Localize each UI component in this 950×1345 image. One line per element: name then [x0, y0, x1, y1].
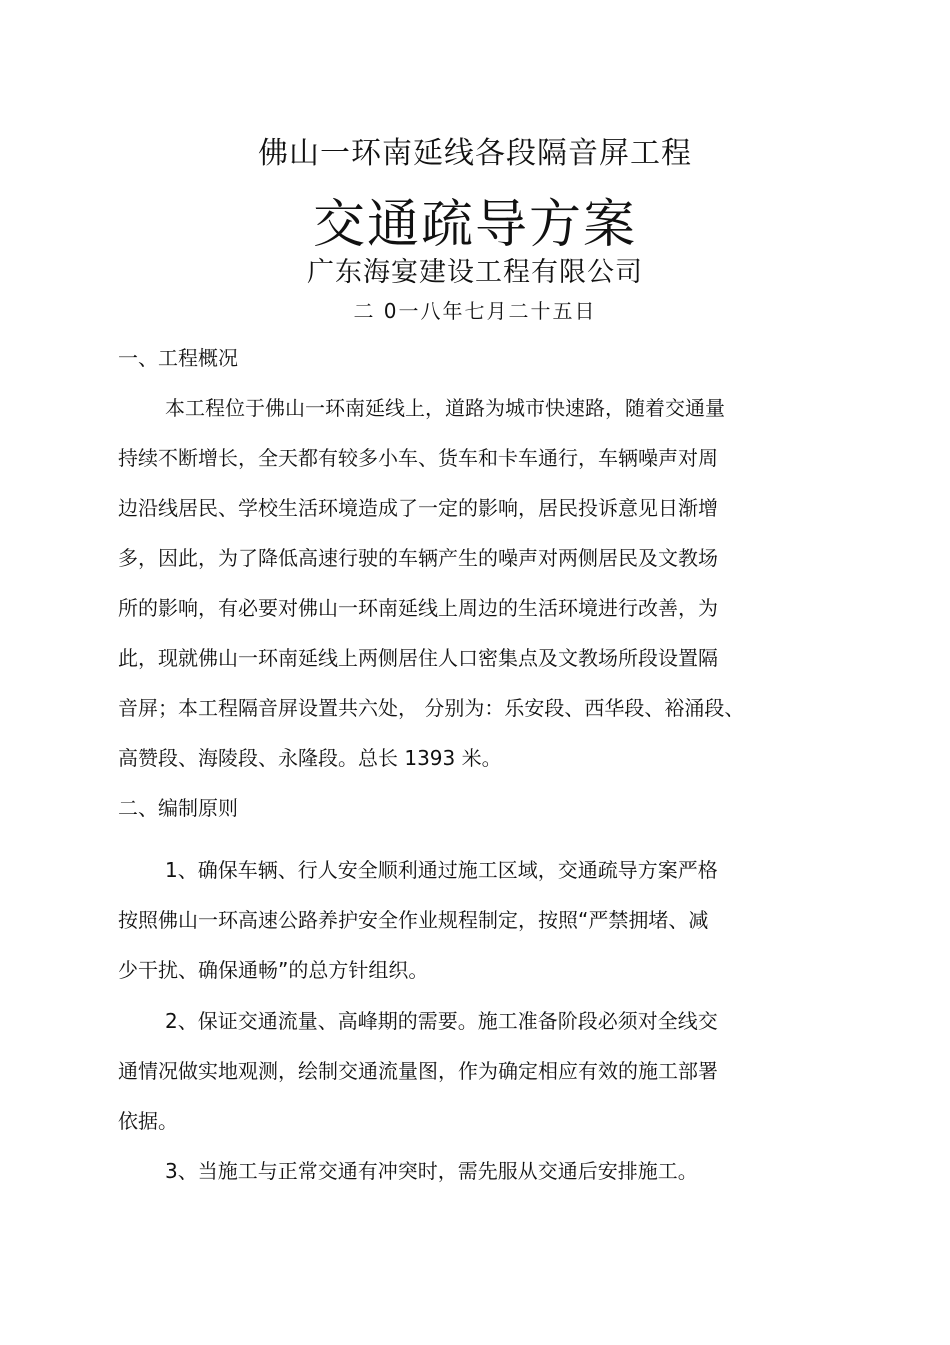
paragraph-line: 音屏；本工程隔音屏设置共六处， 分别为：乐安段、西华段、裕涌段、 — [118, 696, 745, 720]
paragraph-line: 本工程位于佛山一环南延线上，道路为城市快速路，随着交通量 — [165, 396, 725, 420]
paragraph-line: 所的影响，有必要对佛山一环南延线上周边的生活环境进行改善，为 — [118, 596, 718, 620]
paragraph-line: 多，因此，为了降低高速行驶的车辆产生的噪声对两侧居民及文教场 — [118, 546, 718, 570]
paragraph-line: 3、当施工与正常交通有冲突时，需先服从交通后安排施工。 — [165, 1159, 698, 1183]
paragraph-line: 1、确保车辆、行人安全顺利通过施工区域，交通疏导方案严格 — [165, 858, 718, 882]
paragraph-line: 边沿线居民、学校生活环境造成了一定的影响，居民投诉意见日渐增 — [118, 496, 718, 520]
paragraph-line: 2、保证交通流量、高峰期的需要。施工准备阶段必须对全线交 — [165, 1009, 718, 1033]
paragraph-line: 持续不断增长，全天都有较多小车、货车和卡车通行，车辆噪声对周 — [118, 446, 718, 470]
paragraph-line: 少干扰、确保通畅”的总方针组织。 — [118, 958, 429, 982]
section-heading-principles: 二、编制原则 — [118, 796, 238, 820]
company-name: 广东海宴建设工程有限公司 — [307, 257, 643, 288]
paragraph-line: 按照佛山一环高速公路养护安全作业规程制定，按照“严禁拥堵、减 — [118, 908, 709, 932]
paragraph-line: 高赞段、海陵段、永隆段。总长 1393 米。 — [118, 746, 502, 770]
section-heading-overview: 一、工程概况 — [118, 346, 238, 370]
paragraph-line: 通情况做实地观测，绘制交通流量图，作为确定相应有效的施工部署 — [118, 1059, 718, 1083]
document-title: 交通疏导方案 — [312, 195, 637, 255]
paragraph-line: 此，现就佛山一环南延线上两侧居住人口密集点及文教场所段设置隔 — [118, 646, 718, 670]
document-date: 二 0一八年七月二十五日 — [353, 299, 597, 323]
paragraph-line: 依据。 — [118, 1109, 178, 1133]
project-title: 佛山一环南延线各段隔音屏工程 — [258, 136, 692, 171]
